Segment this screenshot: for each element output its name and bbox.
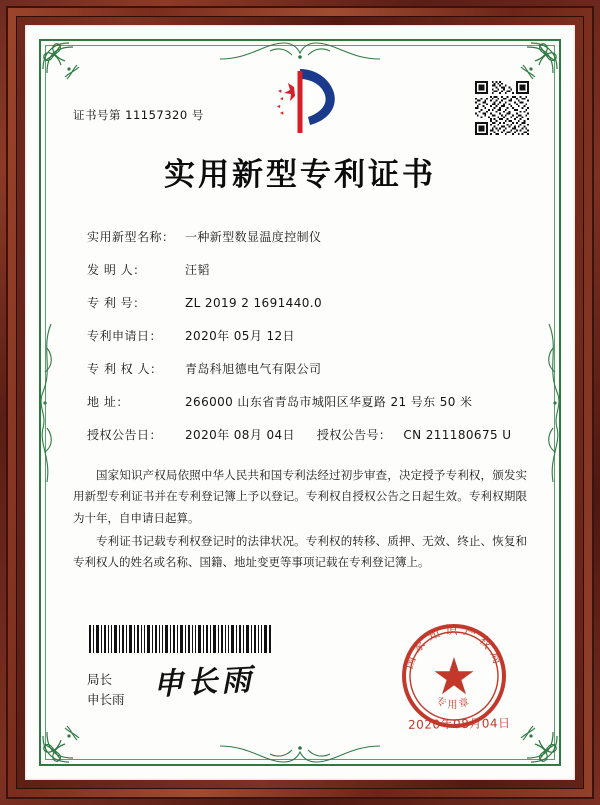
field-row-grant-publication [87, 426, 527, 443]
svg-text:国家知识产权局: 国家知识产权局 [401, 623, 507, 671]
barcode-icon [87, 625, 273, 653]
seal-date: 2020年08月04日 [408, 716, 512, 732]
field-label-secondary: 授权公告号： [316, 428, 392, 442]
field-row-application-date [87, 327, 527, 344]
field-value-secondary: CN 211180675 U [403, 428, 512, 442]
legal-paragraph-1: 国家知识产权局依照中华人民共和国专利法经过初步审查，决定授予专利权，颁发实用新型专利证书并在专利登记簿上予以登记。专利权自授权公告之日起生效。专利权期限为十年，自申请日起算。 [73, 468, 527, 525]
legal-text [73, 465, 527, 573]
corner-ornament-icon [39, 714, 91, 766]
field-label: 发 明 人： [87, 263, 146, 277]
edge-ornament-icon [33, 318, 59, 488]
handwritten-signature: 申长雨 [152, 662, 257, 703]
field-row-name [87, 228, 527, 245]
field-label: 专 利 号： [87, 296, 146, 310]
field-list [73, 228, 527, 443]
field-label: 专 利 权 人： [87, 362, 163, 376]
field-row-patent-number [87, 294, 527, 311]
legal-paragraph-2: 专利证书记载专利权登记时的法律状况。专利权的转移、质押、无效、终止、恢复和专利权人的姓名或名称、国籍、地址变更等事项记载在专利登记簿上。 [73, 533, 527, 570]
signature-name: 申长雨 [87, 692, 125, 707]
field-row-patentee [87, 360, 527, 377]
edge-ornament-icon [210, 738, 390, 768]
page-title: 实用新型专利证书 [164, 157, 436, 193]
field-value: ZL 2019 2 1691440.0 [185, 296, 323, 310]
svg-text:专用章: 专用章 [434, 695, 474, 711]
signature-role: 局长 [87, 672, 113, 687]
corner-ornament-icon [509, 714, 561, 766]
certificate-paper [25, 25, 575, 780]
certificate-content [73, 73, 527, 575]
field-label: 实用新型名称： [87, 230, 175, 244]
field-value: 汪韬 [185, 263, 210, 277]
certificate-number: 证书号第 11157320 号 [73, 108, 204, 122]
edge-ornament-icon [541, 318, 567, 488]
field-label: 授权公告日： [87, 428, 163, 442]
signature-block [87, 670, 125, 710]
field-label: 专利申请日： [87, 329, 163, 343]
field-value: 2020年 08月 04日 [185, 428, 295, 442]
field-value: 266000 山东省青岛市城阳区华夏路 21 号东 50 米 [185, 395, 473, 409]
field-value: 2020年 05月 12日 [185, 329, 295, 343]
field-label: 地 址： [87, 395, 129, 409]
field-row-inventor [87, 261, 527, 278]
field-value: 青岛科旭德电气有限公司 [185, 362, 322, 376]
field-row-address [87, 393, 527, 410]
field-value: 一种新型数显温度控制仪 [185, 230, 322, 244]
